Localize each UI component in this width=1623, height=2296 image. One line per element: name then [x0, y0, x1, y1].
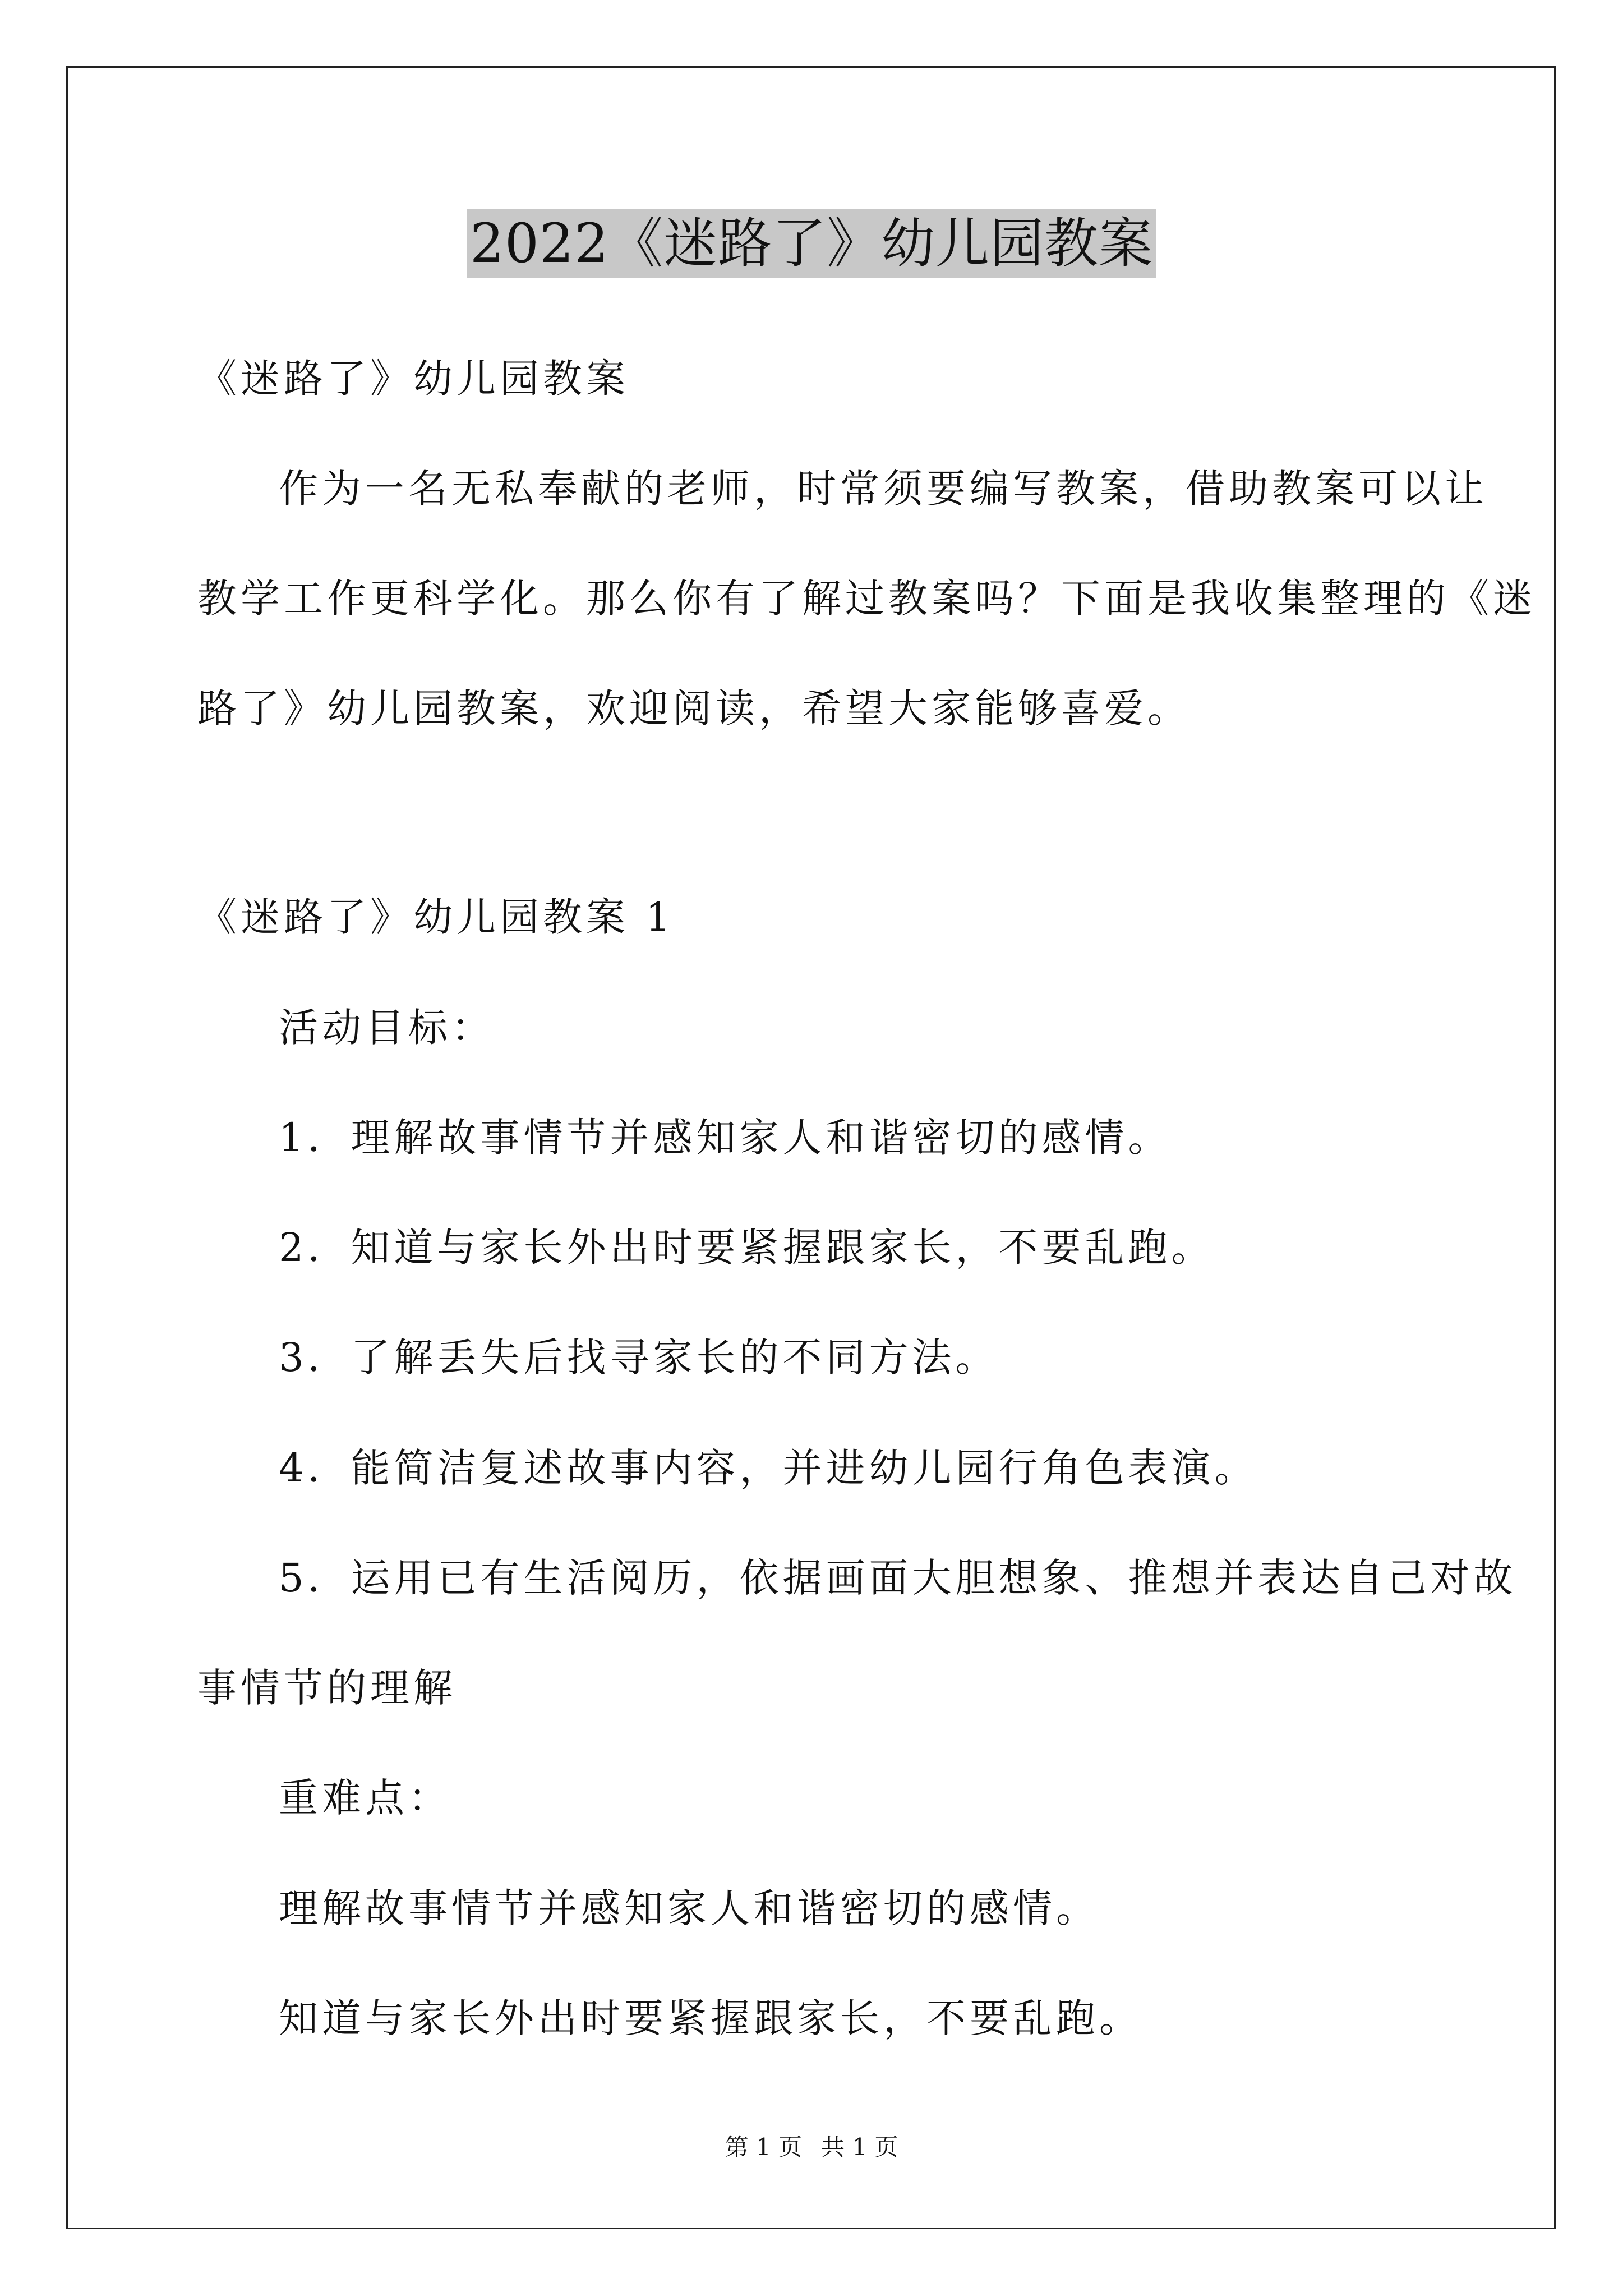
document-title: 2022《迷路了》幼儿园教案	[467, 209, 1156, 278]
goal-item: 1．理解故事情节并感知家人和谐密切的感情。	[279, 1115, 1172, 1161]
page-footer	[0, 2132, 1623, 2163]
goal-item-continued: 事情节的理解	[197, 1665, 457, 1711]
title-container	[0, 209, 1623, 278]
intro-line: 教学工作更科学化。那么你有了解过教案吗？下面是我收集整理的《迷	[197, 576, 1536, 622]
key-point-item: 理解故事情节并感知家人和谐密切的感情。	[279, 1885, 1099, 1931]
goals-heading: 活动目标：	[279, 1005, 495, 1051]
key-points-heading: 重难点：	[279, 1775, 451, 1821]
intro-line: 作为一名无私奉献的老师，时常须要编写教案，借助教案可以让	[279, 466, 1488, 512]
intro-line: 路了》幼儿园教案，欢迎阅读，希望大家能够喜爱。	[197, 685, 1191, 731]
page-number: 第 1 页	[725, 2133, 802, 2161]
goal-item: 2．知道与家长外出时要紧握跟家长，不要乱跑。	[279, 1225, 1215, 1271]
goal-item: 5．运用已有生活阅历，依据画面大胆想象、推想并表达自己对故	[279, 1555, 1517, 1601]
key-point-item: 知道与家长外出时要紧握跟家长，不要乱跑。	[279, 1995, 1142, 2041]
page-total: 共 1 页	[821, 2133, 898, 2161]
section-heading: 《迷路了》幼儿园教案 1	[197, 894, 675, 940]
subtitle: 《迷路了》幼儿园教案	[197, 356, 629, 402]
goal-item: 4．能简洁复述故事内容，并进幼儿园行角色表演。	[279, 1445, 1258, 1491]
goal-item: 3．了解丢失后找寻家长的不同方法。	[279, 1335, 999, 1381]
